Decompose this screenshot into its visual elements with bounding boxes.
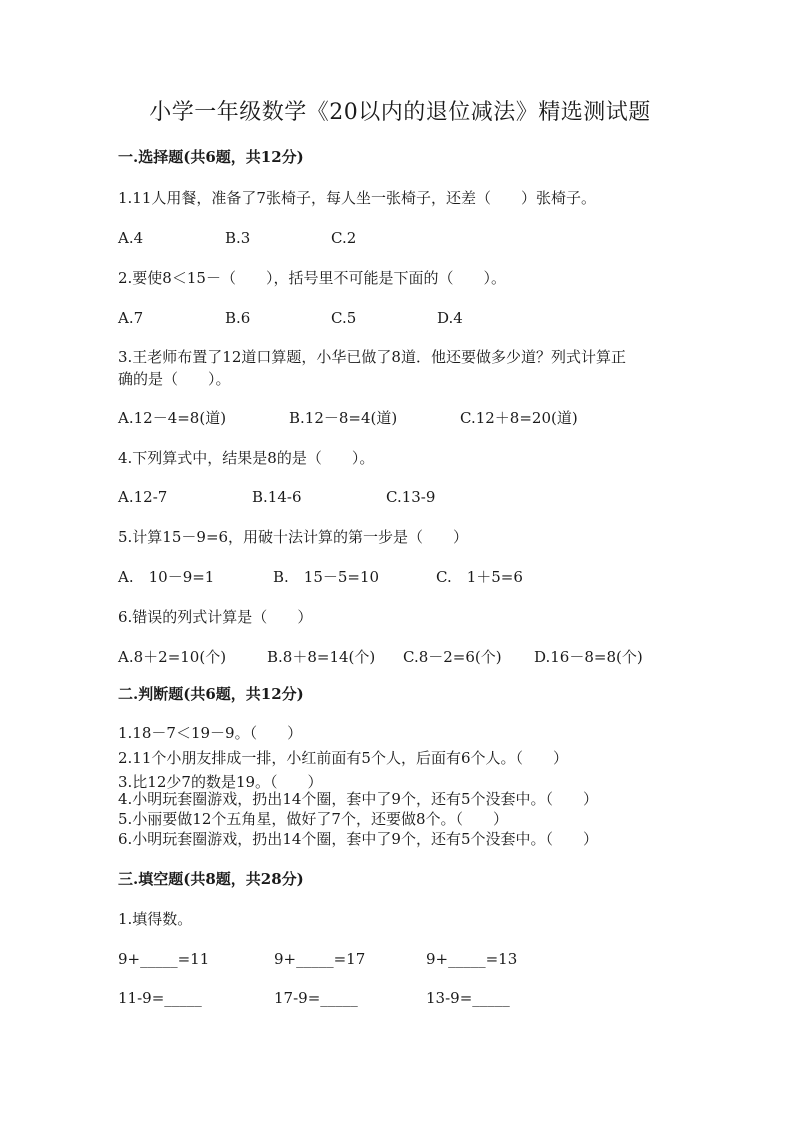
question-3-option-a: A.12－4=8(道) — [118, 409, 227, 427]
question-4-option-b: B.14-6 — [252, 488, 302, 506]
judgement-item-6: 6.小明玩套圈游戏，扔出14个圈，套中了9个，还有5个没套中。（ ） — [118, 830, 598, 848]
judgement-item-3: 3.比12少7的数是19。（ ） — [118, 773, 323, 791]
question-2-option-a: A.7 — [118, 309, 144, 327]
fill-blank-item: 9+_____=11 — [118, 950, 210, 968]
question-5-option-c: C. 1＋5=6 — [436, 568, 523, 586]
judgement-item-4: 4.小明玩套圈游戏，扔出14个圈，套中了9个，还有5个没套中。（ ） — [118, 790, 598, 808]
question-2-option-c: C.5 — [331, 309, 357, 327]
section-heading-choice: 一.选择题(共6题，共12分) — [118, 148, 304, 166]
fill-blank-item: 9+_____=13 — [426, 950, 518, 968]
fill-blank-item: 17-9=_____ — [274, 989, 358, 1007]
judgement-item-5: 5.小丽要做12个五角星，做好了7个，还要做8个。（ ） — [118, 810, 508, 828]
judgement-item-2: 2.11个小朋友排成一排，小红前面有5个人，后面有6个人。（ ） — [118, 749, 568, 767]
question-6-option-b: B.8＋8=14(个) — [267, 648, 376, 666]
section-heading-judgement: 二.判断题(共6题，共12分) — [118, 685, 304, 703]
question-2-option-d: D.4 — [437, 309, 463, 327]
question-4-option-a: A.12-7 — [118, 488, 168, 506]
question-5-option-b: B. 15－5=10 — [273, 568, 380, 586]
question-2-option-b: B.6 — [225, 309, 251, 327]
fill-blank-item: 13-9=_____ — [426, 989, 510, 1007]
question-5-text: 5.计算15－9=6，用破十法计算的第一步是（ ） — [118, 528, 469, 546]
question-1-text: 1.11人用餐，准备了7张椅子，每人坐一张椅子，还差（ ）张椅子。 — [118, 189, 596, 207]
question-3-option-b: B.12－8=4(道) — [289, 409, 398, 427]
question-6-text: 6.错误的列式计算是（ ） — [118, 608, 313, 626]
question-6-option-c: C.8－2=6(个) — [403, 648, 502, 666]
question-5-option-a: A. 10－9=1 — [118, 568, 215, 586]
fill-question-1-text: 1.填得数。 — [118, 910, 193, 928]
question-1-option-c: C.2 — [331, 229, 357, 247]
question-6-option-d: D.16－8=8(个) — [534, 648, 643, 666]
judgement-item-1: 1.18－7＜19－9。（ ） — [118, 724, 303, 742]
page-title: 小学一年级数学《20以内的退位减法》精选测试题 — [149, 100, 651, 125]
question-3-text-line2: 确的是（ ）。 — [118, 370, 231, 388]
question-4-text: 4.下列算式中，结果是8的是（ ）。 — [118, 449, 375, 467]
question-3-text-line1: 3.王老师布置了12道口算题，小华已做了8道．他还要做多少道？列式计算正 — [118, 348, 626, 366]
question-3-option-c: C.12＋8=20(道) — [460, 409, 578, 427]
section-heading-fill-in: 三.填空题(共8题，共28分) — [118, 870, 304, 888]
question-6-option-a: A.8＋2=10(个) — [118, 648, 227, 666]
question-1-option-a: A.4 — [118, 229, 144, 247]
fill-blank-item: 11-9=_____ — [118, 989, 202, 1007]
fill-blank-item: 9+_____=17 — [274, 950, 366, 968]
question-2-text: 2.要使8＜15－（ ），括号里不可能是下面的（ ）。 — [118, 269, 506, 287]
question-1-option-b: B.3 — [225, 229, 251, 247]
question-4-option-c: C.13-9 — [386, 488, 436, 506]
